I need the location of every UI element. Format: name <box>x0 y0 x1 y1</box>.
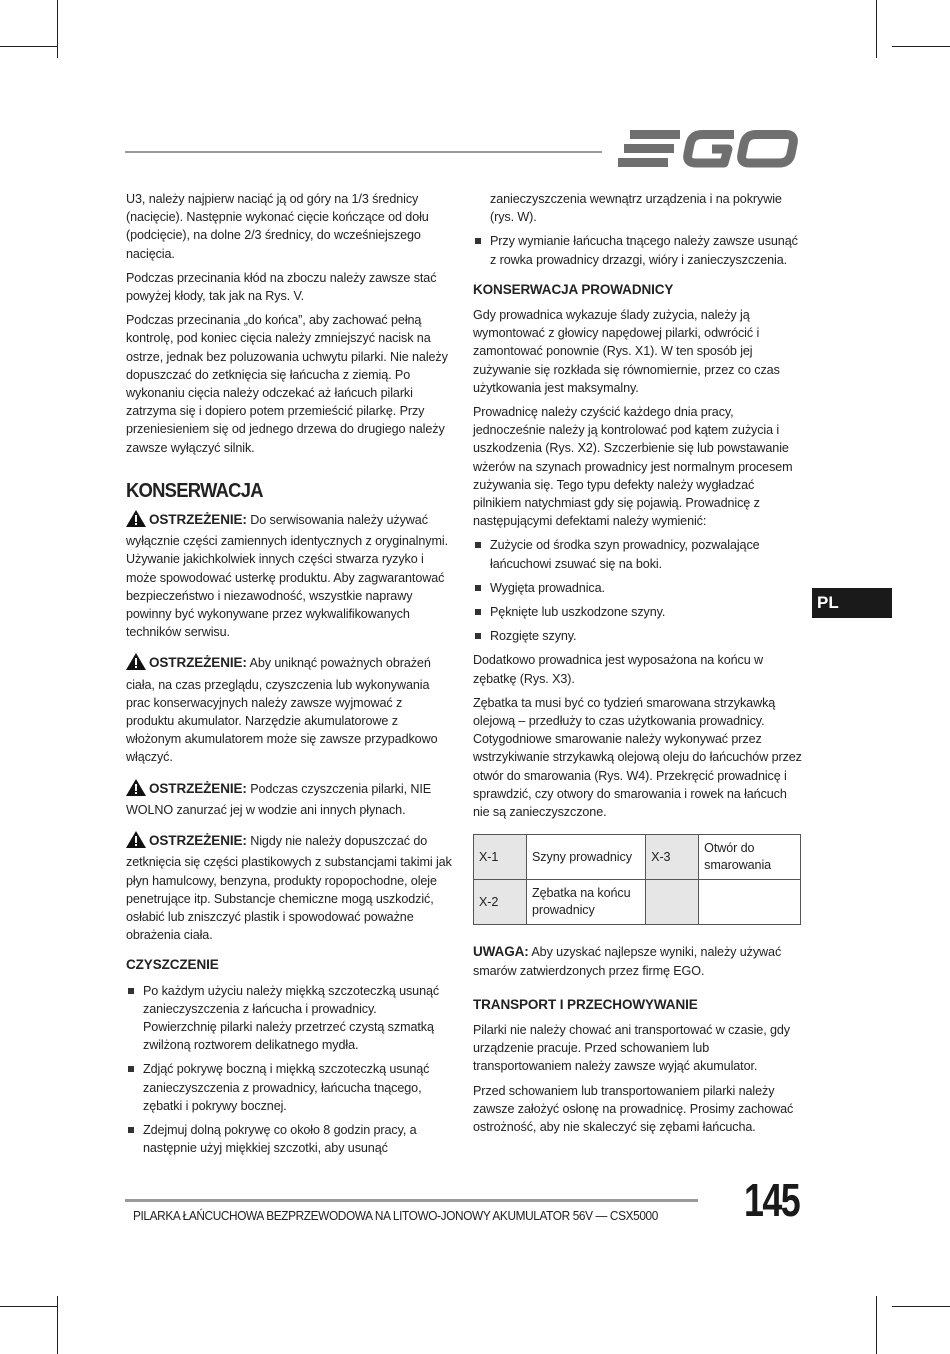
body-paragraph: Gdy prowadnica wykazuje ślady zużycia, należy ją wymontować z głowicy napędowej pilarki, odwrócić i zamontować ponownie (Rys. X1). W ten sposób jej zużywanie się rozkłada się równomiernie, przez co czas użytkowania jest maksymalny. <box>473 308 780 395</box>
warning-label: OSTRZEŻENIE: <box>149 655 247 671</box>
warning-text: Aby uniknąć poważnych obrażeń ciała, na czas przeglądu, czyszczenia lub wykonywania prac konserwacyjnych należy zawsze wyjmować z produktu akumulator. Narzędzie akumulatorowe z włożonym akumulatorem może się zawsze przypadkowo włączyć. <box>126 656 438 765</box>
section-title-czyszczenie: CZYSZCZENIE <box>126 957 219 973</box>
list-item-text: Zdejmuj dolną pokrywę co około 8 godzin pracy, a następnie użyj miękkiej szczotki, aby usunąć <box>143 1122 417 1156</box>
list-item-text: Rozgięte szyny. <box>490 629 577 644</box>
list-item <box>473 603 803 621</box>
warning-label: OSTRZEŻENIE: <box>149 833 247 849</box>
body-paragraph: Dodatkowo prowadnica jest wyposażona na końcu w zębatkę (Rys. X3). <box>473 653 764 686</box>
list-item-text: Pęknięte lub uszkodzone szyny. <box>490 605 666 620</box>
bullet-square-icon <box>128 1127 134 1133</box>
body-paragraph: Pilarki nie należy chować ani transportować w czasie, gdy urządzenie pracuje. Przed schowaniem lub transportowaniem należy zawsze wyjąć akumulator. <box>473 1022 790 1074</box>
body-paragraph: Podczas przecinania kłód na zboczu należy zawsze stać powyżej kłody, tak jak na Rys. V. <box>126 270 437 304</box>
list-item <box>473 627 803 645</box>
list-item <box>126 1060 452 1115</box>
section-title-konserwacja: KONSERWACJA <box>126 479 263 502</box>
body-paragraph: U3, należy najpierw naciąć ją od góry na 1/3 średnicy (nacięcie). Następnie wykonać cięcie kończące od dołu (podcięcie), na dolne 2/3 średnicy, do wcześniejszego nacięcia. <box>126 192 429 261</box>
page-number: 145 <box>744 1174 800 1226</box>
bullet-square-icon <box>475 238 481 244</box>
header-rule <box>125 151 602 153</box>
table-cell: Szyny prowadnicy <box>527 835 646 880</box>
crop-mark <box>0 1306 58 1307</box>
continuation-text: zanieczyszczenia wewnątrz urządzenia i na pokrywie (rys. W). <box>490 192 782 225</box>
list-item-text: Wygięta prowadnica. <box>490 580 605 595</box>
table-cell: X-2 <box>474 880 527 925</box>
list-item <box>473 579 803 597</box>
footer-rule <box>125 1199 698 1202</box>
body-paragraph: Podczas przecinania „do końca”, aby zachować pełną kontrolę, pod koniec cięcia należy zmniejszyć nacisk na ostrze, jednak bez poluzowania uchwytu pilarki. Nie należy dopuszczać do zetknięcia się łańcucha z ziemią. Po wykonaniu cięcia należy odczekać aż łańcuch pilarki zatrzyma się i dopiero potem przemieścić pilarkę. Przy przeniesieniem się od jednego drzewa do drugiego należy zawsze wyłączyć silnik. <box>126 313 448 455</box>
bullet-square-icon <box>475 609 481 615</box>
bullet-square-icon <box>128 1066 134 1072</box>
list-item-text: Zdjąć pokrywę boczną i miękką szczoteczką usunąć zanieczyszczenia z prowadnicy, łańcucha tnącego, zębatki i pokrywy bocznej. <box>143 1062 430 1113</box>
crop-mark <box>876 1296 877 1354</box>
crop-mark <box>892 46 950 47</box>
list-item <box>473 232 803 268</box>
warning-label: OSTRZEŻENIE: <box>149 780 247 796</box>
section-title-transport: TRANSPORT I PRZECHOWYWANIE <box>473 996 698 1012</box>
warning-triangle-icon <box>126 510 146 532</box>
table-cell: X-1 <box>474 835 527 880</box>
table-row <box>474 835 801 880</box>
list-item-text: Zużycie od środka szyn prowadnicy, pozwalające łańcuchowi zsuwać się na boki. <box>490 538 760 571</box>
warning-triangle-icon <box>126 653 146 675</box>
table-cell: Otwór do smarowania <box>699 835 801 880</box>
note-paragraph <box>473 943 803 979</box>
crop-mark <box>57 0 58 58</box>
list-item-text: Przy wymianie łańcucha tnącego należy zawsze usunąć z rowka prowadnicy drzazgi, wióry i zanieczyszczenia. <box>490 234 798 267</box>
legend-table <box>473 834 801 925</box>
warning-block <box>126 831 452 944</box>
list-item <box>473 536 803 572</box>
list-item <box>126 1121 452 1157</box>
warning-text: Podczas czyszczenia pilarki, NIE WOLNO zanurzać jej w wodzie ani innych płynach. <box>126 781 432 817</box>
crop-mark <box>57 1296 58 1354</box>
footer-title: PILARKA ŁAŃCUCHOWA BEZPRZEWODOWA NA LITOWO-JONOWY AKUMULATOR 56V — CSX5000 <box>133 1209 658 1223</box>
bullet-square-icon <box>475 633 481 639</box>
crop-mark <box>0 46 58 47</box>
ego-logo <box>616 126 800 177</box>
body-paragraph: Prowadnicę należy czyścić każdego dnia pracy, jednocześnie należy ją kontrolować pod kątem zużycia i uszkodzenia (Rys. X2). Szczerbienie się lub powstawanie wżerów na szynach prowadnicy jest normalnym procesem zużywania się. Tego typu defekty należy wygładzać pilnikiem natychmiast gdy się pojawią. Prowadnicę z następującymi defektami należy wymienić: <box>473 405 793 529</box>
note-label: UWAGA: <box>473 944 529 960</box>
bullet-square-icon <box>475 585 481 591</box>
table-row <box>474 880 801 925</box>
warning-block <box>126 779 452 819</box>
warning-text: Do serwisowania należy używać wyłącznie części zamiennych identycznych z oryginalnymi. Używanie jakichkolwiek innych części stwarza ryzyko i może spowodować usterkę produktu. Aby zagwarantować bezpieczeństwo i niezawodność, wszystkie naprawy powinny być wykonywane przez wykwalifikowanych techników serwisu. <box>126 513 448 640</box>
table-cell: Zębatka na końcu prowadnicy <box>527 880 646 925</box>
warning-triangle-icon <box>126 831 146 853</box>
table-cell: X-3 <box>646 835 699 880</box>
crop-mark <box>892 1306 950 1307</box>
list-item-text: Po każdym użyciu należy miękką szczoteczką usunąć zanieczyszczenia z łańcucha i prowadnicy. Powierzchnię pilarki należy przetrzeć czystą szmatką zwilżoną roztworem delikatnego mydła. <box>143 983 440 1053</box>
table-cell <box>646 880 699 925</box>
table-cell <box>699 880 801 925</box>
body-paragraph: Przed schowaniem lub transportowaniem pilarki należy zawsze założyć osłonę na prowadnicę. Prosimy zachować ostrożność, aby nie skaleczyć się zębami łańcucha. <box>473 1083 794 1134</box>
warning-text: Nigdy nie należy dopuszczać do zetknięcia się części plastikowych z substancjami takimi jak płyn hamulcowy, benzyna, produkty ropopochodne, oleje penetrujące itp. Substancje chemiczne mogą uszkodzić, osłabić lub zniszczyć plastik i spowodować poważne obrażenia ciała. <box>126 834 452 943</box>
right-column <box>473 190 803 1142</box>
note-text: Aby uzyskać najlepsze wyniki, należy używać smarów zatwierdzonych przez firmę EGO. <box>473 945 782 978</box>
warning-triangle-icon <box>126 779 146 801</box>
warning-block <box>126 510 452 641</box>
list-item <box>126 982 452 1055</box>
section-title-konserwacja-prowadnicy: KONSERWACJA PROWADNICY <box>473 281 674 297</box>
language-tab: PL <box>812 588 892 618</box>
warning-label: OSTRZEŻENIE: <box>149 512 247 528</box>
bullet-square-icon <box>475 542 481 548</box>
warning-block <box>126 653 452 766</box>
body-paragraph: Zębatka ta musi być co tydzień smarowana strzykawką olejową – przedłuży to czas użytkowania prowadnicy. Cotygodniowe smarowanie należy wykonywać przez wstrzykiwanie strzykawką olejową oleju do łańcuchów przez otwór do smarowania (Rys. W4). Przekręcić prowadnicę i sprawdzić, czy otwory do smarowania i rowek na łańcuch nie są zanieczyszczone. <box>473 695 802 820</box>
bullet-square-icon <box>128 988 134 994</box>
crop-mark <box>876 0 877 58</box>
left-column <box>126 190 452 1163</box>
